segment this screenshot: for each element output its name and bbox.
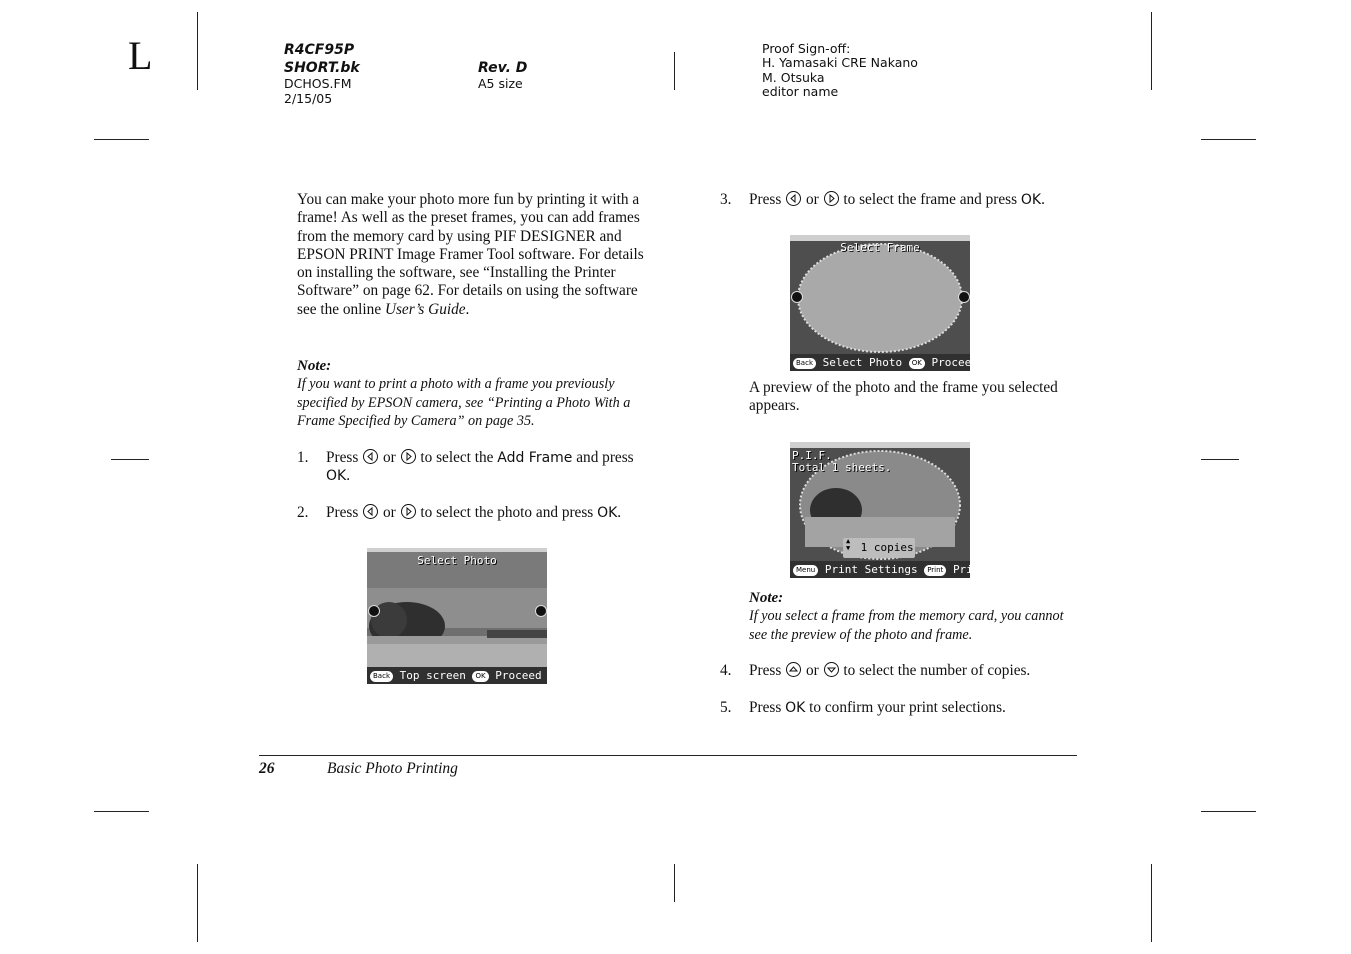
right-arrow-icon [958,291,970,303]
crop-mark [1201,811,1256,812]
left-button-icon [786,191,801,206]
crop-mark [111,459,149,460]
note-box [749,589,1084,644]
step-2: Press or to select the photo and press OK. [326,504,622,521]
screen-title: Select Frame [840,241,920,254]
paper-size: A5 size [478,76,523,91]
note-box [297,357,659,431]
step-3-result: A preview of the photo and the frame you selected appears. [749,379,1058,415]
book-name: SHORT.bk [284,60,360,76]
crop-mark [1201,139,1256,140]
lcd-print-preview [790,442,987,578]
ok-button-icon: OK [472,671,488,682]
ok-button-icon: OK [909,358,925,369]
proof-line: H. Yamasaki CRE Nakano [762,55,918,71]
left-arrow-icon [791,291,803,303]
crop-mark [94,139,149,140]
up-down-icon: ▲ ▼ [846,537,851,552]
page-number: 26 [259,760,275,777]
lcd-select-photo [367,548,547,684]
header-left [284,41,360,106]
menu-button-icon: Menu [793,565,818,576]
right-button-icon [401,504,416,519]
crop-mark [94,811,149,812]
back-button-icon: Back [793,358,816,369]
intro-paragraph: You can make your photo more fun by printing it with a frame! As well as the preset frames, you can add frames from the memory card by using PIF DESIGNER and EPSON PRINT Image Framer Tool software. For details on installing the software, see “Installing the Printer Software” on page 62. For details on using the software see the online User’s Guide. [297,191,644,318]
right-arrow-icon [535,605,547,617]
left-button-icon [363,504,378,519]
crop-mark [674,52,675,90]
chapter-title: Basic Photo Printing [327,760,458,777]
screen-bar: Menu Print Settings Print Print [790,561,970,578]
back-button-icon: Back [370,671,393,682]
copies-box: ▲ ▼ 1 copies [843,538,915,558]
margin-letter: L [128,33,153,78]
doc-code: R4CF95P [284,42,355,58]
step-4: Press or to select the number of copies. [749,662,1031,679]
right-button-icon [401,449,416,464]
screen-title: Select Photo [417,554,497,567]
screen-bar: Back Select Photo OK Proceed [790,354,970,371]
step-1: Press or to select the Add Frame and press OK. [326,449,634,485]
note-text: If you want to print a photo with a frame you previously specified by EPSON camera, see “Printing a Photo With a Frame Specified by Camera” on page 35. [297,376,631,429]
screen-title-line1: P.I.F. [792,449,832,462]
step-number: 1. [297,449,309,466]
landscape-photo [367,548,547,684]
step-number: 5. [720,699,732,716]
crop-mark [1151,864,1152,942]
frame-preview [790,235,970,371]
screen-title-line2: Total 1 sheets. [792,461,892,474]
step-number: 4. [720,662,732,679]
doc-date: 2/15/05 [284,90,333,106]
lcd-select-frame [790,235,978,371]
left-arrow-icon [368,605,380,617]
header-mid [478,59,527,92]
note-heading: Note: [749,590,784,606]
step-number: 3. [720,191,732,208]
proof-line: M. Otsuka [762,69,825,85]
step-5: Press OK to confirm your print selections. [749,699,1006,716]
crop-mark [197,12,198,90]
step-number: 2. [297,504,309,521]
revision: Rev. D [478,60,528,76]
up-button-icon [786,662,801,677]
left-button-icon [363,449,378,464]
footer-rule [259,755,1077,756]
crop-mark [197,864,198,942]
step-3: Press or to select the frame and press OK. [749,191,1045,208]
proof-line: editor name [762,83,839,99]
crop-mark [674,864,675,902]
print-button-icon: Print [924,565,946,576]
crop-mark [1201,459,1239,460]
note-heading: Note: [297,358,332,374]
down-button-icon [824,662,839,677]
proof-signoff [762,42,918,99]
file-name: DCHOS.FM [284,76,352,91]
right-button-icon [824,191,839,206]
proof-title: Proof Sign-off: [762,41,851,56]
note-text: If you select a frame from the memory card, you cannot see the preview of the photo and frame. [749,608,1064,643]
screen-bar: Back Top screen OK Proceed [367,667,547,684]
crop-mark [1151,12,1152,90]
